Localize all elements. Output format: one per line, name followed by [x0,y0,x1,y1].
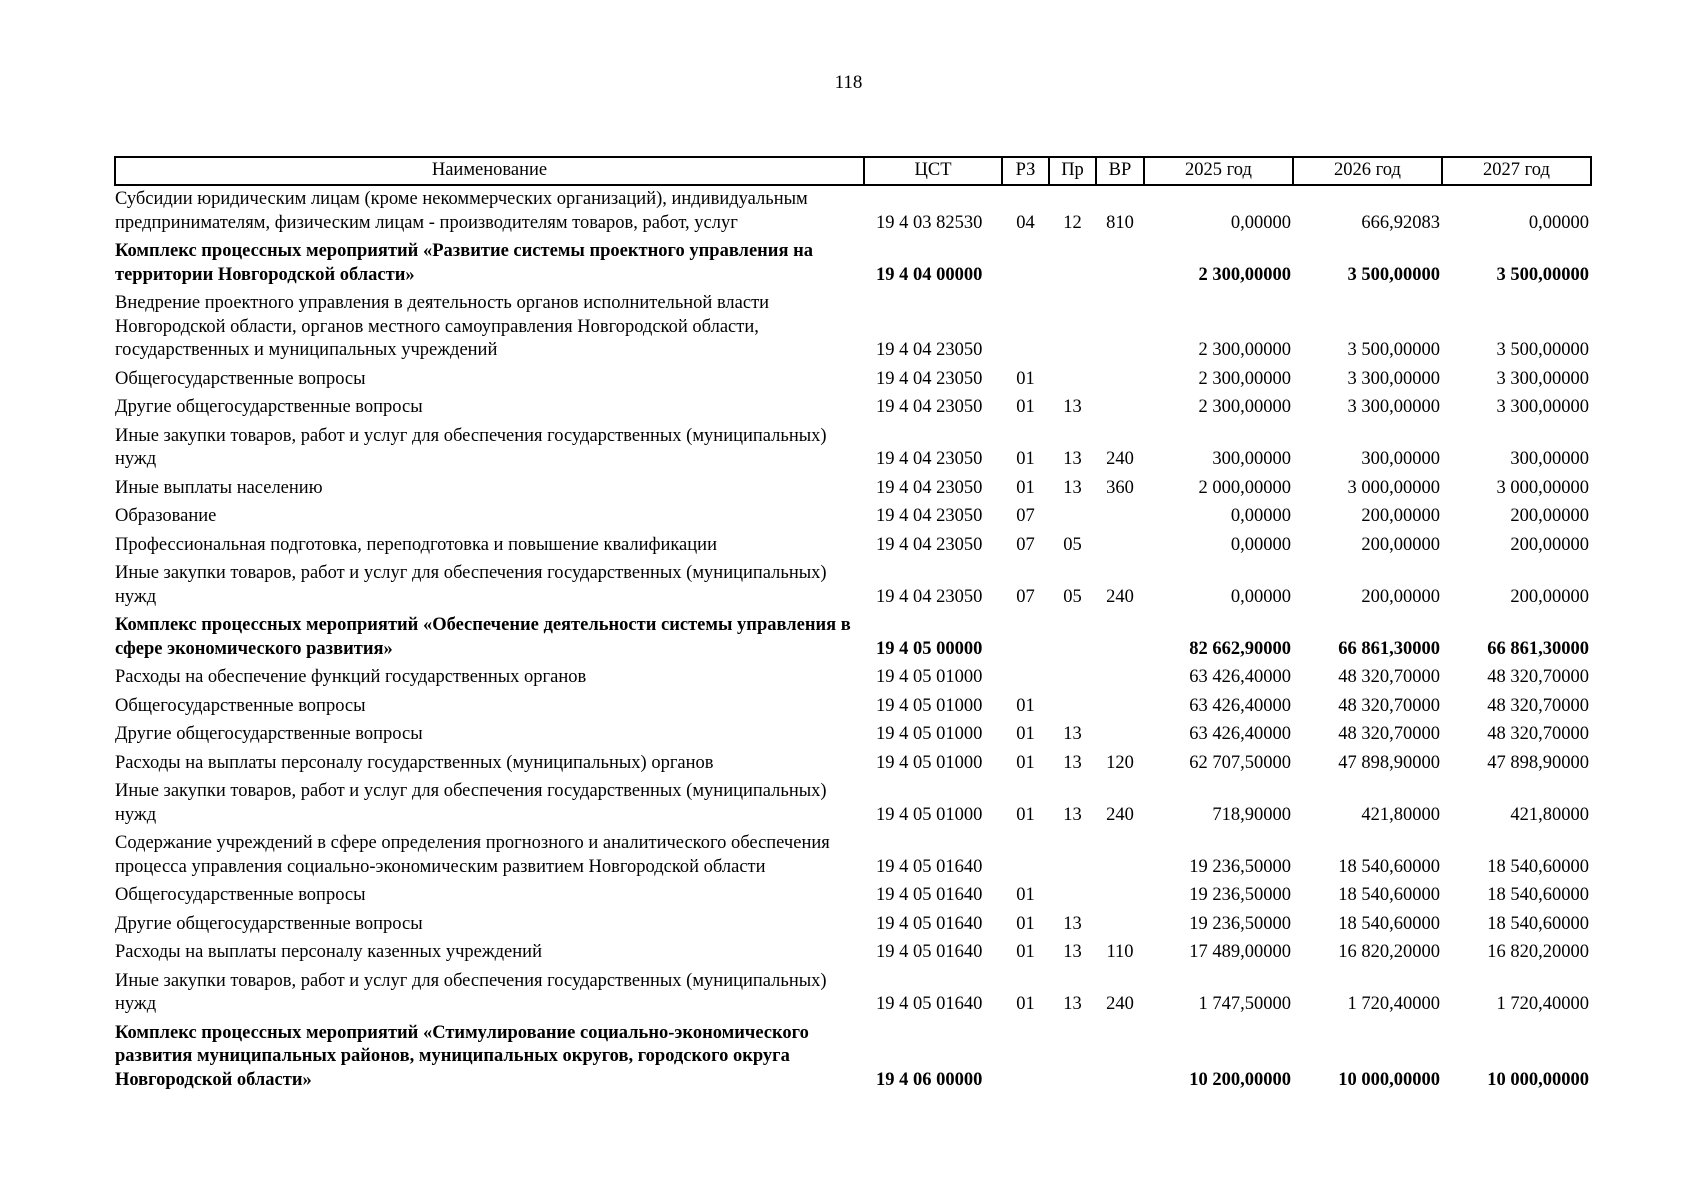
row-cst: 19 4 05 01000 [876,695,983,716]
row-2027: 3 500,00000 [1496,264,1589,285]
row-2026: 200,00000 [1361,586,1440,607]
row-pr: 13 [1063,724,1082,744]
row-2026: 300,00000 [1361,449,1440,469]
row-2025: 82 662,90000 [1189,638,1291,659]
row-2027: 3 000,00000 [1496,477,1589,498]
row-pr: 13 [1063,477,1082,498]
row-cst: 19 4 05 01640 [876,856,983,877]
header-rz: РЗ [1002,157,1049,185]
table-row [115,721,1591,750]
row-pr: 13 [1063,913,1082,934]
header-2025: 2025 год [1144,157,1293,185]
row-2025: 2 000,00000 [1198,477,1291,498]
row-2026: 3 300,00000 [1347,368,1440,389]
budget-table [114,156,1592,1095]
row-vr [1096,503,1144,532]
row-vr [1096,394,1144,423]
row-rz: 01 [1016,695,1035,716]
table-row [115,911,1591,940]
table-row [115,423,1591,475]
row-name: Комплекс процессных мероприятий «Стимулирование социально-экономического развития муниципальных районов, муниципальных округов, городского округа Новгородской области» [115,1022,809,1090]
row-rz: 01 [1016,397,1035,417]
row-rz: 01 [1016,913,1035,934]
header-2026: 2026 год [1293,157,1442,185]
row-2026: 1 720,40000 [1347,994,1440,1014]
row-2026: 3 500,00000 [1347,264,1440,285]
page-number: 118 [834,72,863,93]
row-cst: 19 4 05 01000 [876,724,983,744]
row-2027: 47 898,90000 [1487,752,1589,773]
row-2027: 18 540,60000 [1487,856,1589,877]
row-rz [1002,664,1049,693]
row-2025: 2 300,00000 [1198,397,1291,417]
row-2026: 200,00000 [1361,534,1440,555]
row-vr: 240 [1106,586,1134,607]
row-pr: 13 [1063,804,1082,825]
row-vr [1096,366,1144,395]
row-2025: 19 236,50000 [1189,856,1291,877]
row-name: Общегосударственные вопросы [115,695,366,716]
row-2027: 3 300,00000 [1496,397,1589,417]
row-2026: 200,00000 [1361,506,1440,526]
row-name: Общегосударственные вопросы [115,368,366,389]
table-row [115,532,1591,561]
row-2026: 48 320,70000 [1338,724,1440,744]
row-pr: 05 [1063,586,1082,607]
row-vr [1096,1020,1144,1096]
table-row [115,612,1591,664]
row-pr [1049,503,1096,532]
row-2027: 16 820,20000 [1487,942,1589,962]
row-name: Иные закупки товаров, работ и услуг для обеспечения государственных (муниципальных) нужд [115,563,827,607]
row-2025: 0,00000 [1230,212,1291,233]
table-row [115,475,1591,504]
row-pr [1049,830,1096,882]
row-name: Расходы на выплаты персоналу казенных учреждений [115,942,542,962]
row-vr [1096,532,1144,561]
row-pr [1049,366,1096,395]
header-name: Наименование [115,157,864,185]
row-2026: 18 540,60000 [1338,856,1440,877]
row-cst: 19 4 05 01640 [876,885,983,905]
table-row [115,290,1591,366]
row-pr: 13 [1063,942,1082,962]
row-2026: 3 500,00000 [1347,340,1440,360]
row-vr: 120 [1106,752,1134,773]
row-name: Иные закупки товаров, работ и услуг для обеспечения государственных (муниципальных) нужд [115,425,827,469]
row-2025: 0,00000 [1230,534,1291,555]
row-name: Другие общегосударственные вопросы [115,724,423,744]
row-2026: 18 540,60000 [1338,913,1440,934]
row-pr: 13 [1063,449,1082,469]
row-rz [1002,238,1049,290]
row-rz: 04 [1016,212,1035,233]
row-pr [1049,612,1096,664]
row-2027: 48 320,70000 [1487,724,1589,744]
table-row [115,394,1591,423]
row-name: Комплекс процессных мероприятий «Обеспечение деятельности системы управления в сфере экономического развития» [115,615,851,659]
row-vr: 240 [1106,804,1134,825]
row-pr [1049,664,1096,693]
row-vr [1096,693,1144,722]
row-name: Содержание учреждений в сфере определения прогнозного и аналитического обеспечения процесса управления социально-экономическим развитием Новгородской области [115,833,830,877]
row-pr [1049,1020,1096,1096]
row-2025: 17 489,00000 [1189,942,1291,962]
row-2025: 2 300,00000 [1198,368,1291,389]
row-vr [1096,238,1144,290]
table-row [115,750,1591,779]
table-header-row [115,157,1591,185]
table-row [115,238,1591,290]
row-rz [1002,612,1049,664]
row-name: Другие общегосударственные вопросы [115,913,423,934]
row-2025: 62 707,50000 [1189,752,1291,773]
row-2026: 47 898,90000 [1338,752,1440,773]
row-2027: 48 320,70000 [1487,667,1589,687]
table-row [115,939,1591,968]
row-pr [1049,238,1096,290]
row-cst: 19 4 05 01640 [876,913,983,934]
row-2027: 200,00000 [1510,586,1589,607]
row-cst: 19 4 05 01000 [876,667,983,687]
row-cst: 19 4 04 00000 [876,264,983,285]
row-name: Расходы на выплаты персоналу государственных (муниципальных) органов [115,752,714,773]
row-2025: 63 426,40000 [1189,695,1291,716]
row-rz: 07 [1016,586,1035,607]
table-row [115,778,1591,830]
row-rz: 01 [1016,885,1035,905]
row-cst: 19 4 04 23050 [876,506,983,526]
row-rz [1002,1020,1049,1096]
row-2026: 3 300,00000 [1347,397,1440,417]
table-row [115,830,1591,882]
row-2026: 66 861,30000 [1338,638,1440,659]
row-rz: 01 [1016,804,1035,825]
row-name: Иные выплаты населению [115,477,323,498]
row-vr: 110 [1106,942,1134,962]
table-row [115,366,1591,395]
row-cst: 19 4 03 82530 [876,212,983,233]
row-cst: 19 4 04 23050 [876,368,983,389]
row-cst: 19 4 04 23050 [876,449,983,469]
table-row [115,1020,1591,1096]
row-name: Комплекс процессных мероприятий «Развитие системы проектного управления на территории Новгородской области» [115,241,814,285]
row-cst: 19 4 05 00000 [876,638,983,659]
header-pr: Пр [1049,157,1096,185]
row-vr [1096,290,1144,366]
row-2025: 1 747,50000 [1198,994,1291,1014]
row-2027: 10 000,00000 [1487,1069,1589,1090]
table-row [115,503,1591,532]
row-rz: 01 [1016,724,1035,744]
row-name: Другие общегосударственные вопросы [115,397,423,417]
row-rz: 01 [1016,449,1035,469]
row-pr: 13 [1063,752,1082,773]
row-pr: 13 [1063,397,1082,417]
row-vr: 810 [1106,212,1134,233]
table-row [115,560,1591,612]
row-cst: 19 4 04 23050 [876,340,983,360]
row-2025: 718,90000 [1212,804,1291,825]
row-name: Общегосударственные вопросы [115,885,366,905]
row-rz: 01 [1016,994,1035,1014]
row-pr [1049,882,1096,911]
row-2025: 300,00000 [1212,449,1291,469]
row-2026: 18 540,60000 [1338,885,1440,905]
row-name: Субсидии юридическим лицам (кроме некоммерческих организаций), индивидуальным предпринимателям, физическим лицам - производителям товаров, работ, услуг [115,189,808,233]
row-name: Профессиональная подготовка, переподготовка и повышение квалификации [115,534,717,555]
row-pr: 05 [1063,534,1082,555]
row-vr: 240 [1106,449,1134,469]
row-2027: 200,00000 [1510,506,1589,526]
row-cst: 19 4 04 23050 [876,534,983,555]
row-2027: 421,80000 [1510,804,1589,825]
row-2027: 300,00000 [1510,449,1589,469]
row-cst: 19 4 05 01000 [876,804,983,825]
row-2027: 3 500,00000 [1496,340,1589,360]
row-name: Образование [115,506,217,526]
row-vr [1096,612,1144,664]
row-rz: 07 [1016,506,1035,526]
row-2025: 19 236,50000 [1189,885,1291,905]
row-2026: 48 320,70000 [1338,695,1440,716]
row-cst: 19 4 04 23050 [876,397,983,417]
row-2025: 10 200,00000 [1189,1069,1291,1090]
header-cst: ЦСТ [864,157,1002,185]
row-vr [1096,911,1144,940]
row-2025: 63 426,40000 [1189,724,1291,744]
row-2027: 3 300,00000 [1496,368,1589,389]
row-2025: 63 426,40000 [1189,667,1291,687]
row-2026: 10 000,00000 [1338,1069,1440,1090]
row-vr [1096,830,1144,882]
row-cst: 19 4 05 01640 [876,994,983,1014]
header-2027: 2027 год [1442,157,1591,185]
row-2027: 48 320,70000 [1487,695,1589,716]
row-vr [1096,882,1144,911]
row-2027: 18 540,60000 [1487,913,1589,934]
table-row [115,664,1591,693]
row-cst: 19 4 04 23050 [876,477,983,498]
row-vr: 240 [1106,994,1134,1014]
row-name: Иные закупки товаров, работ и услуг для обеспечения государственных (муниципальных) нужд [115,970,827,1014]
row-cst: 19 4 05 01640 [876,942,983,962]
row-2025: 0,00000 [1230,586,1291,607]
row-pr: 12 [1063,212,1082,233]
row-rz: 01 [1016,752,1035,773]
row-2025: 19 236,50000 [1189,913,1291,934]
row-rz: 01 [1016,368,1035,389]
row-vr [1096,721,1144,750]
row-2026: 48 320,70000 [1338,667,1440,687]
row-rz: 01 [1016,477,1035,498]
row-2027: 66 861,30000 [1487,638,1589,659]
header-vr: ВР [1096,157,1144,185]
row-cst: 19 4 04 23050 [876,586,983,607]
row-rz: 07 [1016,534,1035,555]
row-pr: 13 [1063,994,1082,1014]
row-2026: 3 000,00000 [1347,477,1440,498]
row-2027: 200,00000 [1510,534,1589,555]
row-name: Расходы на обеспечение функций государственных органов [115,667,587,687]
row-2025: 0,00000 [1230,506,1291,526]
row-vr: 360 [1106,477,1134,498]
row-pr [1049,290,1096,366]
row-vr [1096,664,1144,693]
row-2026: 666,92083 [1361,212,1440,233]
table-row [115,968,1591,1020]
row-2026: 421,80000 [1361,804,1440,825]
row-2027: 0,00000 [1528,212,1589,233]
row-rz [1002,290,1049,366]
row-name: Иные закупки товаров, работ и услуг для обеспечения государственных (муниципальных) нужд [115,781,827,825]
row-2025: 2 300,00000 [1198,340,1291,360]
table-row [115,882,1591,911]
row-pr [1049,693,1096,722]
table-row [115,693,1591,722]
row-2025: 2 300,00000 [1198,264,1291,285]
row-name: Внедрение проектного управления в деятельность органов исполнительной власти Новгородской области, органов местного самоуправления Новгородской области, государственных и муниципальных учреждений [115,293,770,360]
row-2026: 16 820,20000 [1338,942,1440,962]
table-row [115,185,1591,238]
row-cst: 19 4 06 00000 [876,1069,983,1090]
row-rz [1002,830,1049,882]
row-2027: 18 540,60000 [1487,885,1589,905]
row-cst: 19 4 05 01000 [876,752,983,773]
row-2027: 1 720,40000 [1496,994,1589,1014]
row-rz: 01 [1016,942,1035,962]
